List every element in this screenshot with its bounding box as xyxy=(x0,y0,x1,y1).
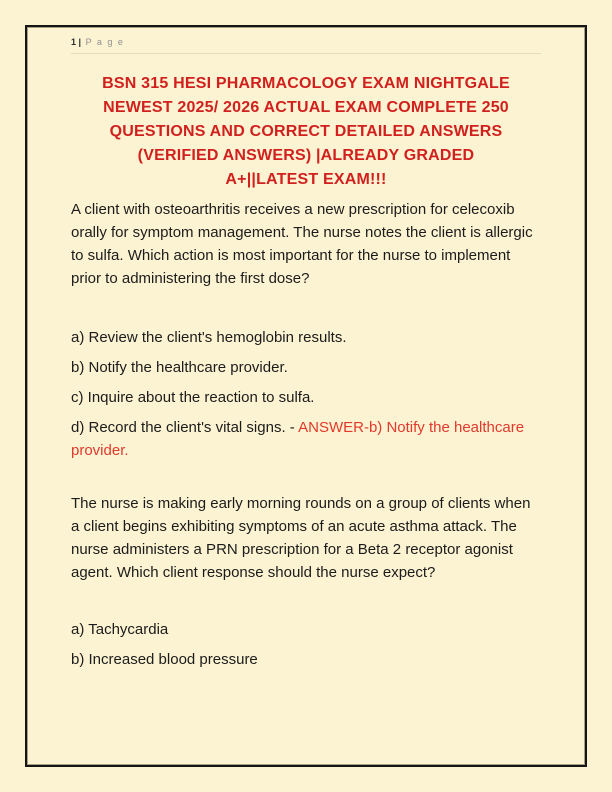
page-label: P a g e xyxy=(85,37,125,47)
page-header xyxy=(71,37,541,54)
answer-option-b: b) Notify the healthcare provider. xyxy=(71,359,288,376)
answer-option-c: c) Inquire about the reaction to sulfa. xyxy=(71,389,315,406)
page-content xyxy=(27,27,585,671)
question-1-options xyxy=(71,326,541,462)
answer-option-b: b) Increased blood pressure xyxy=(71,651,258,668)
answer-option-d xyxy=(71,416,541,462)
answer-option-a: a) Tachycardia xyxy=(71,621,169,638)
title-line: BSN 315 HESI PHARMACOLOGY EXAM NIGHTGALE xyxy=(102,75,510,92)
page-number-separator: | xyxy=(78,37,82,47)
correct-answer-text: ANSWER-b) Notify the healthcare provider. xyxy=(71,419,525,459)
page-number: 1 xyxy=(71,37,77,47)
question-1-stem: A client with osteoarthritis receives a new prescription for celecoxib orally for symptom management. The nurse notes the client is allergic to sulfa. Which action is most important for the nurse to implement prior to administering the first dose? xyxy=(71,201,533,287)
document-title xyxy=(71,72,541,192)
title-line: (VERIFIED ANSWERS) |ALREADY GRADED xyxy=(137,147,475,164)
question-2-options xyxy=(71,618,541,671)
question-2-stem: The nurse is making early morning rounds on a group of clients when a client begins exhibiting symptoms of an acute asthma attack. The nurse administers a PRN prescription for a Beta 2 receptor agonist agent. Which client response should the nurse expect? xyxy=(71,495,531,581)
title-line: QUESTIONS AND CORRECT DETAILED ANSWERS xyxy=(109,123,503,140)
title-line: A+||LATEST EXAM!!! xyxy=(225,171,387,188)
title-line: NEWEST 2025/ 2026 ACTUAL EXAM COMPLETE 250 xyxy=(103,99,509,116)
page-border-frame xyxy=(25,25,587,767)
answer-option-a: a) Review the client's hemoglobin results. xyxy=(71,329,347,346)
answer-option-d-text: d) Record the client's vital signs. - xyxy=(71,419,299,436)
